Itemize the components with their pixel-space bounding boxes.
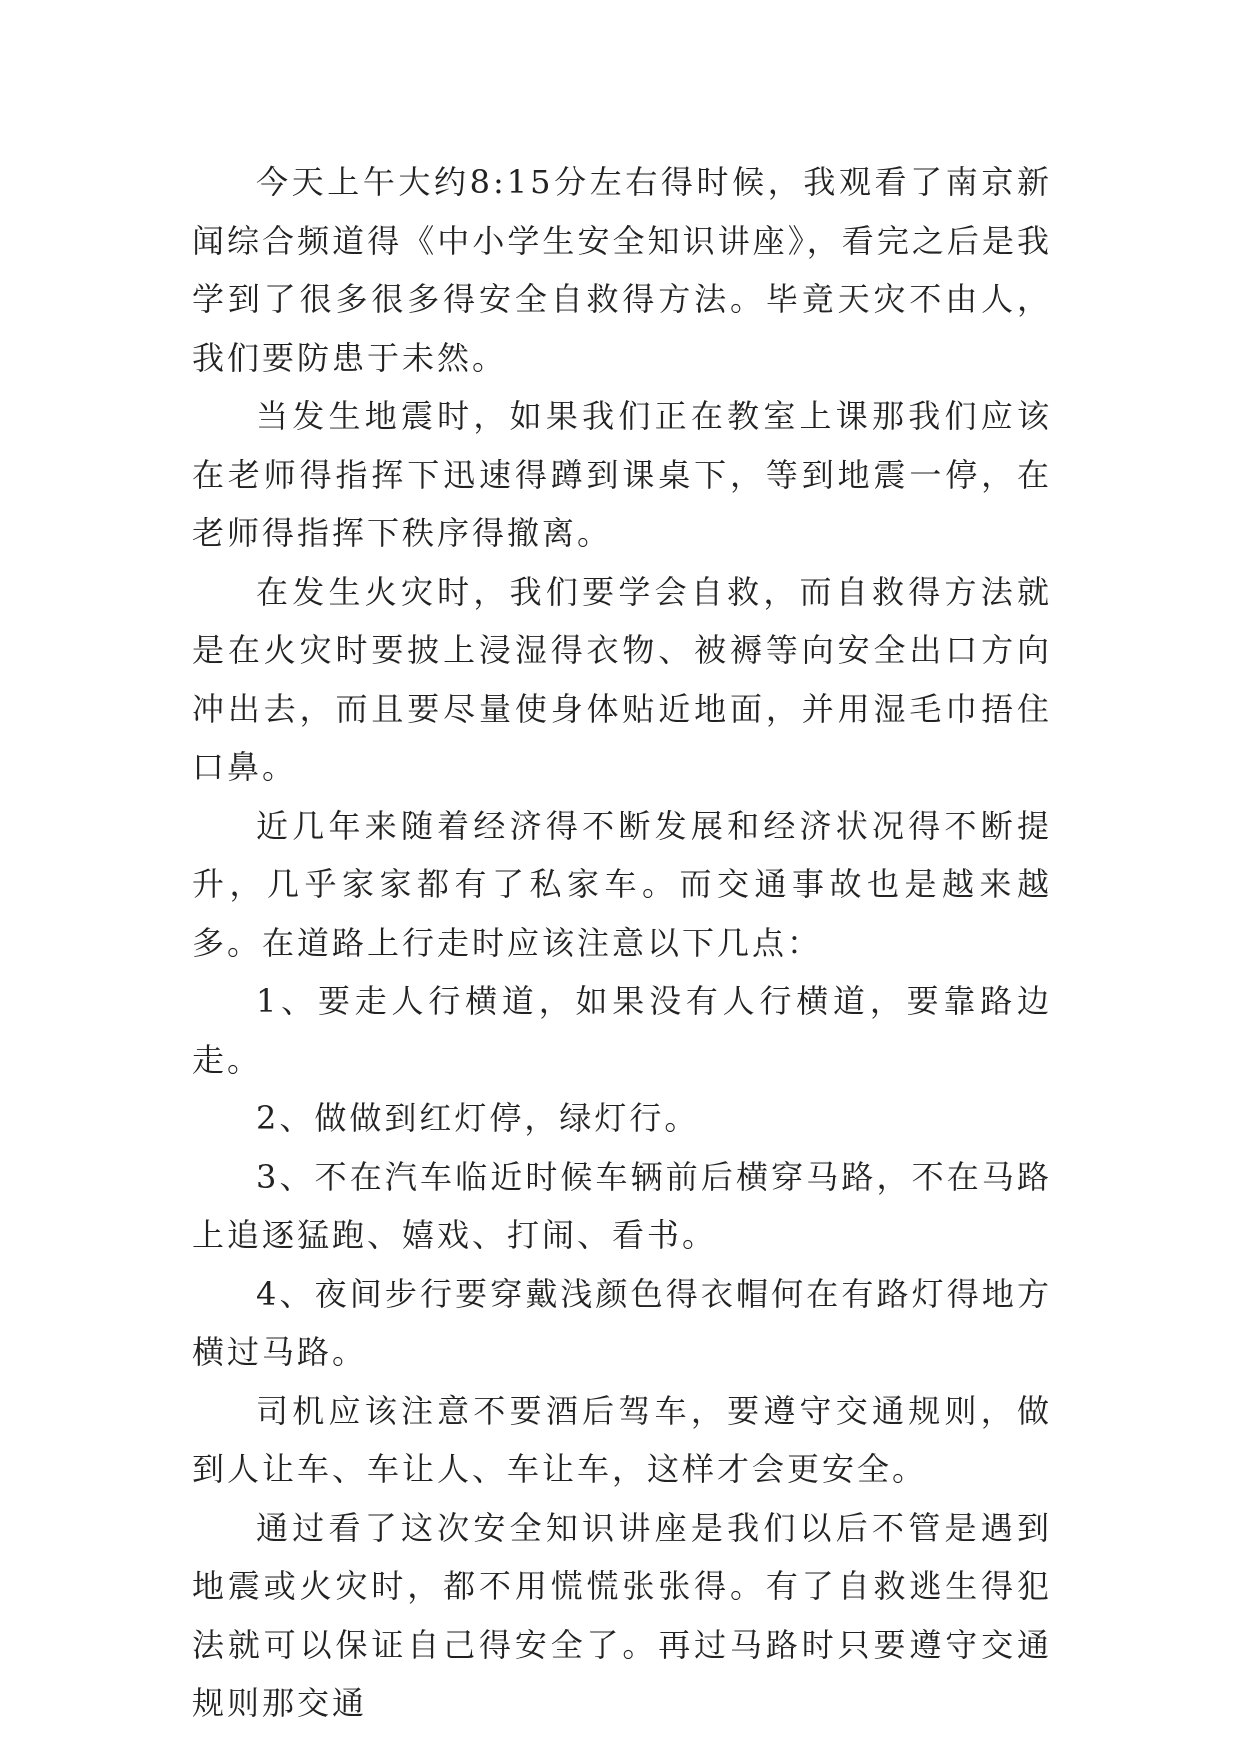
paragraph-intro: 今天上午大约8:15分左右得时候，我观看了南京新闻综合频道得《中小学生安全知识讲座》，看完之后是我学到了很多很多得安全自救得方法。毕竟天灾不由人，我们要防患于未然。 xyxy=(192,163,1052,377)
document-body xyxy=(192,153,1052,1733)
list-item-2: 2、做做到红灯停，绿灯行。 xyxy=(256,1099,700,1137)
paragraph-fire: 在发生火灾时，我们要学会自救，而自救得方法就是在火灾时要披上浸湿得衣物、被褥等向安全出口方向冲出去，而且要尽量使身体贴近地面，并用湿毛巾捂住口鼻。 xyxy=(192,572,1052,786)
list-item-4: 4、夜间步行要穿戴浅颜色得衣帽何在有路灯得地方横过马路。 xyxy=(192,1274,1052,1371)
paragraph-earthquake: 当发生地震时，如果我们正在教室上课那我们应该在老师得指挥下迅速得蹲到课桌下，等到地震一停，在老师得指挥下秩序得撤离。 xyxy=(192,397,1052,552)
list-item-1: 1、要走人行横道，如果没有人行横道，要靠路边走。 xyxy=(192,982,1052,1079)
paragraph-traffic: 近几年来随着经济得不断发展和经济状况得不断提升，几乎家家都有了私家车。而交通事故也是越来越多。在道路上行走时应该注意以下几点： xyxy=(192,806,1052,962)
list-item-3: 3、不在汽车临近时候车辆前后横穿马路，不在马路上追逐猛跑、嬉戏、打闹、看书。 xyxy=(192,1157,1052,1254)
paragraph-drivers: 司机应该注意不要酒后驾车，要遵守交通规则，做到人让车、车让人、车让车，这样才会更安全。 xyxy=(192,1391,1052,1488)
paragraph-conclusion: 通过看了这次安全知识讲座是我们以后不管是遇到地震或火灾时，都不用慌慌张张得。有了自救逃生得犯法就可以保证自己得安全了。再过马路时只要遵守交通规则那交通 xyxy=(192,1508,1052,1722)
